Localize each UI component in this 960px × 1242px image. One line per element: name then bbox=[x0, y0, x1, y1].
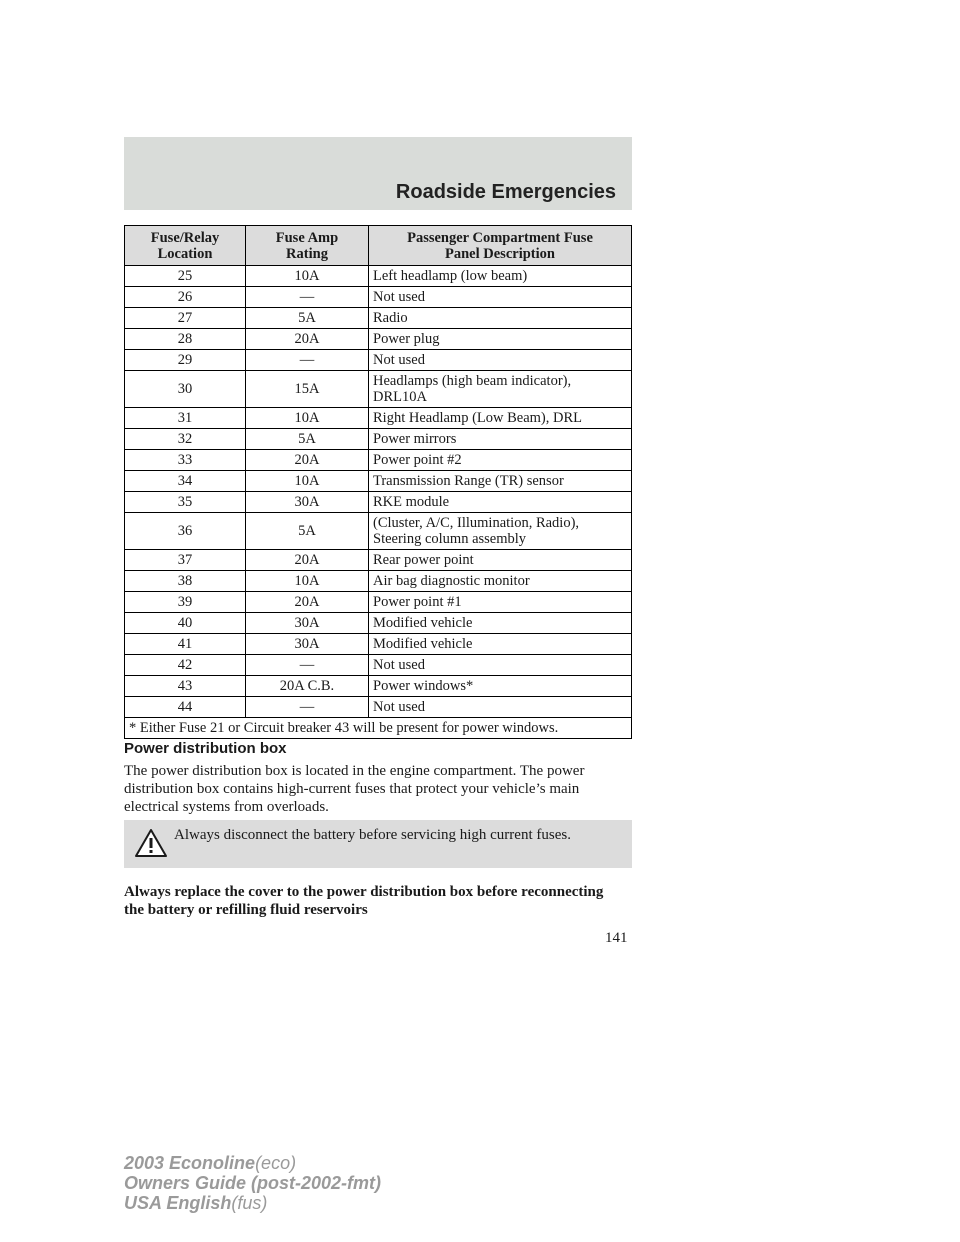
table-row bbox=[125, 571, 632, 592]
fuse-rating-cell: 10A bbox=[246, 571, 369, 592]
fuse-location-cell: 36 bbox=[125, 513, 246, 550]
fuse-description-cell: Power point #1 bbox=[369, 592, 632, 613]
footer-language-code: (fus) bbox=[231, 1193, 268, 1213]
fuse-rating-cell: — bbox=[246, 697, 369, 718]
fuse-description-cell: Right Headlamp (Low Beam), DRL bbox=[369, 408, 632, 429]
fuse-location-cell: 28 bbox=[125, 329, 246, 350]
table-row bbox=[125, 492, 632, 513]
fuse-rating-cell: — bbox=[246, 287, 369, 308]
fuse-location-cell: 38 bbox=[125, 571, 246, 592]
fuse-rating-cell: 20A bbox=[246, 592, 369, 613]
footer bbox=[124, 1153, 381, 1213]
header-location: Fuse/Relay Location bbox=[125, 226, 246, 266]
section-title: Roadside Emergencies bbox=[395, 181, 616, 203]
body-paragraph: The power distribution box is located in the engine compartment. The power distribution box contains high-current fuses that protect your vehicle’s main electrical systems from overloads. bbox=[124, 763, 585, 815]
fuse-location-cell: 26 bbox=[125, 287, 246, 308]
fuse-location-cell: 35 bbox=[125, 492, 246, 513]
table-row bbox=[125, 613, 632, 634]
header-description: Passenger Compartment Fuse Panel Description bbox=[369, 226, 632, 266]
fuse-location-cell: 31 bbox=[125, 408, 246, 429]
fuse-description-cell: Power windows* bbox=[369, 676, 632, 697]
fuse-description-cell: Power plug bbox=[369, 329, 632, 350]
footer-line-2 bbox=[124, 1173, 381, 1193]
bold-paragraph: Always replace the cover to the power distribution box before reconnecting the battery or refilling fluid reservoirs bbox=[124, 884, 604, 918]
fuse-rating-cell: — bbox=[246, 350, 369, 371]
fuse-rating-cell: 20A bbox=[246, 450, 369, 471]
fuse-table bbox=[124, 225, 632, 739]
footer-guide: Owners Guide (post-2002-fmt) bbox=[124, 1173, 382, 1193]
table-row bbox=[125, 371, 632, 408]
table-row bbox=[125, 350, 632, 371]
section-heading: Power distribution box bbox=[124, 740, 287, 757]
footer-model-code: (eco) bbox=[255, 1153, 297, 1173]
fuse-description-cell: Not used bbox=[369, 350, 632, 371]
table-row bbox=[125, 634, 632, 655]
warning-box bbox=[124, 820, 632, 868]
table-row bbox=[125, 329, 632, 350]
table-row bbox=[125, 287, 632, 308]
page-number: 141 bbox=[605, 930, 628, 946]
fuse-location-cell: 42 bbox=[125, 655, 246, 676]
footer-language: USA English bbox=[124, 1193, 232, 1213]
fuse-location-cell: 37 bbox=[125, 550, 246, 571]
table-header-row bbox=[125, 226, 632, 266]
fuse-description-cell: RKE module bbox=[369, 492, 632, 513]
fuse-description-cell: Modified vehicle bbox=[369, 634, 632, 655]
warning-text: Always disconnect the battery before servicing high current fuses. bbox=[174, 827, 571, 843]
fuse-location-cell: 29 bbox=[125, 350, 246, 371]
table-row bbox=[125, 676, 632, 697]
fuse-rating-cell: 30A bbox=[246, 634, 369, 655]
table-note-row bbox=[125, 718, 632, 739]
footer-model: 2003 Econoline bbox=[124, 1153, 256, 1173]
fuse-description-cell: Rear power point bbox=[369, 550, 632, 571]
table-row bbox=[125, 513, 632, 550]
table-row bbox=[125, 550, 632, 571]
fuse-location-cell: 33 bbox=[125, 450, 246, 471]
fuse-rating-cell: 20A bbox=[246, 329, 369, 350]
fuse-location-cell: 43 bbox=[125, 676, 246, 697]
fuse-rating-cell: 30A bbox=[246, 613, 369, 634]
section-header-band bbox=[124, 137, 632, 210]
fuse-description-cell: Power point #2 bbox=[369, 450, 632, 471]
fuse-rating-cell: 10A bbox=[246, 408, 369, 429]
table-footnote: * Either Fuse 21 or Circuit breaker 43 will be present for power windows. bbox=[125, 718, 632, 739]
fuse-table-body bbox=[125, 266, 632, 739]
table-row bbox=[125, 471, 632, 492]
warning-triangle-icon bbox=[134, 828, 168, 858]
table-row bbox=[125, 655, 632, 676]
fuse-location-cell: 44 bbox=[125, 697, 246, 718]
fuse-description-cell: Not used bbox=[369, 655, 632, 676]
fuse-description-cell: Not used bbox=[369, 287, 632, 308]
fuse-location-cell: 39 bbox=[125, 592, 246, 613]
fuse-description-cell: (Cluster, A/C, Illumination, Radio), Steering column assembly bbox=[369, 513, 632, 550]
fuse-rating-cell: 20A C.B. bbox=[246, 676, 369, 697]
fuse-rating-cell: — bbox=[246, 655, 369, 676]
table-row bbox=[125, 408, 632, 429]
fuse-description-cell: Not used bbox=[369, 697, 632, 718]
footer-line-3 bbox=[124, 1193, 381, 1213]
fuse-location-cell: 41 bbox=[125, 634, 246, 655]
fuse-location-cell: 34 bbox=[125, 471, 246, 492]
table-row bbox=[125, 450, 632, 471]
fuse-rating-cell: 10A bbox=[246, 471, 369, 492]
fuse-location-cell: 30 bbox=[125, 371, 246, 408]
table-row bbox=[125, 266, 632, 287]
fuse-description-cell: Air bag diagnostic monitor bbox=[369, 571, 632, 592]
table-row bbox=[125, 592, 632, 613]
fuse-description-cell: Transmission Range (TR) sensor bbox=[369, 471, 632, 492]
fuse-description-cell: Left headlamp (low beam) bbox=[369, 266, 632, 287]
fuse-rating-cell: 10A bbox=[246, 266, 369, 287]
fuse-location-cell: 40 bbox=[125, 613, 246, 634]
table-row bbox=[125, 697, 632, 718]
fuse-description-cell: Power mirrors bbox=[369, 429, 632, 450]
fuse-location-cell: 27 bbox=[125, 308, 246, 329]
header-amp-rating: Fuse Amp Rating bbox=[246, 226, 369, 266]
table-row bbox=[125, 429, 632, 450]
fuse-rating-cell: 5A bbox=[246, 308, 369, 329]
table-row bbox=[125, 308, 632, 329]
fuse-description-cell: Modified vehicle bbox=[369, 613, 632, 634]
fuse-rating-cell: 5A bbox=[246, 513, 369, 550]
fuse-rating-cell: 5A bbox=[246, 429, 369, 450]
fuse-location-cell: 32 bbox=[125, 429, 246, 450]
fuse-location-cell: 25 bbox=[125, 266, 246, 287]
fuse-description-cell: Headlamps (high beam indicator), DRL10A bbox=[369, 371, 632, 408]
fuse-rating-cell: 30A bbox=[246, 492, 369, 513]
fuse-rating-cell: 15A bbox=[246, 371, 369, 408]
fuse-description-cell: Radio bbox=[369, 308, 632, 329]
fuse-rating-cell: 20A bbox=[246, 550, 369, 571]
footer-line-1 bbox=[124, 1153, 381, 1173]
